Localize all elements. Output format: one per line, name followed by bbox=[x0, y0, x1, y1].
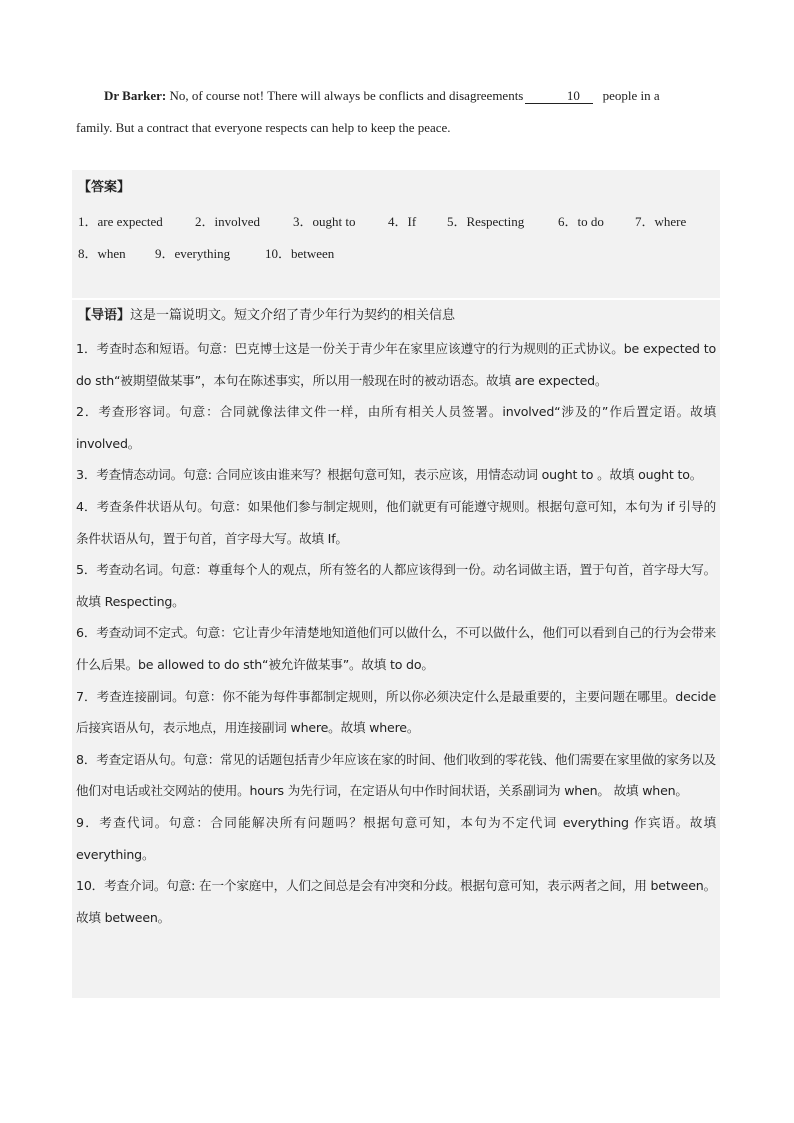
answer-row-2 bbox=[78, 243, 334, 262]
dialogue-line-1 bbox=[76, 80, 716, 112]
answer-heading: 【答案】 bbox=[78, 179, 131, 194]
dialogue-text: No, of course not! There will always be conflicts and disagreements bbox=[169, 88, 524, 103]
answer-row-1 bbox=[78, 211, 686, 230]
explanation-list bbox=[76, 333, 716, 933]
answer-item: 3．ought to bbox=[293, 214, 356, 229]
answer-item: 5．Respecting bbox=[447, 214, 525, 229]
explanation-item: 3．考查情态动词。句意: 合同应该由谁来写？根据句意可知，表示应该，用情态动词 ought to 。故填 ought to。 bbox=[76, 467, 703, 483]
explanation-item: 6．考查动词不定式。句意：它让青少年清楚地知道他们可以做什么，不可以做什么，他们可以看到自己的行为会带来什么后果。be allowed to do sth“被允许做某事”。故填 to do。 bbox=[76, 625, 716, 672]
answer-item: 9．everything bbox=[155, 246, 231, 261]
explanation-item: 7．考查连接副词。句意：你不能为每件事都制定规则，所以你必须决定什么是最重要的，主要问题在哪里。decide 后接宾语从句，表示地点，用连接副词 where。故填 where。 bbox=[76, 688, 716, 736]
explanation-item: 1．考查时态和短语。句意：巴克博士这是一份关于青少年在家里应该遵守的行为规则的正式协议。be expected to do sth“被期望做某事”，本句在陈述事实，所以用一般现在时的被动语态。故填 are expected。 bbox=[76, 341, 716, 388]
answer-section bbox=[72, 170, 720, 298]
guide-label: 【导语】 bbox=[78, 308, 131, 323]
guide-text: 这是一篇说明文。短文介绍了青少年行为契约的相关信息 bbox=[130, 308, 456, 323]
answer-item: 2．involved bbox=[195, 214, 260, 229]
explanation-item: 5．考查动名词。句意：尊重每个人的观点，所有签名的人都应该得到一份。动名词做主语，置于句首，首字母大写。故填 Respecting。 bbox=[76, 562, 716, 609]
explanation-item: 2．考查形容词。句意：合同就像法律文件一样，由所有相关人员签署。involved“涉及的”作后置定语。故填 involved。 bbox=[76, 404, 716, 451]
explanation-item: 9．考查代词。句意：合同能解决所有问题吗？根据句意可知，本句为不定代词 everything 作宾语。故填 everything。 bbox=[76, 814, 716, 862]
answer-item: 6．to do bbox=[558, 214, 604, 229]
answer-item: 1．are expected bbox=[78, 214, 163, 229]
explanation-item: 10．考查介词。句意: 在一个家庭中，人们之间总是会有冲突和分歧。根据句意可知，表示两者之间，用 between。故填 between。 bbox=[76, 878, 716, 925]
explanation-item: 4．考查条件状语从句。句意：如果他们参与制定规则，他们就更有可能遵守规则。根据句意可知，本句为 if 引导的条件状语从句，置于句首，首字母大写。故填 If。 bbox=[76, 498, 716, 546]
guide-intro bbox=[78, 304, 455, 323]
dialogue-passage bbox=[76, 80, 716, 144]
speaker-name: Dr Barker: bbox=[104, 88, 167, 103]
answer-item: 8．when bbox=[78, 246, 126, 261]
dialogue-text-after: people in a bbox=[602, 88, 660, 103]
answer-item: 10．between bbox=[265, 246, 335, 261]
answer-blank-10: 10 bbox=[525, 89, 593, 104]
answer-item: 7．where bbox=[635, 214, 687, 229]
answer-item: 4．If bbox=[388, 214, 417, 229]
dialogue-line-2: family. But a contract that everyone respects can help to keep the peace. bbox=[76, 120, 451, 135]
explanation-item: 8．考查定语从句。句意：常见的话题包括青少年应该在家的时间、他们收到的零花钱、他们需要在家里做的家务以及他们对电话或社交网站的使用。hours 为先行词，在定语从句中作时间状语，关系副词为 when。 故填 when。 bbox=[76, 751, 716, 799]
